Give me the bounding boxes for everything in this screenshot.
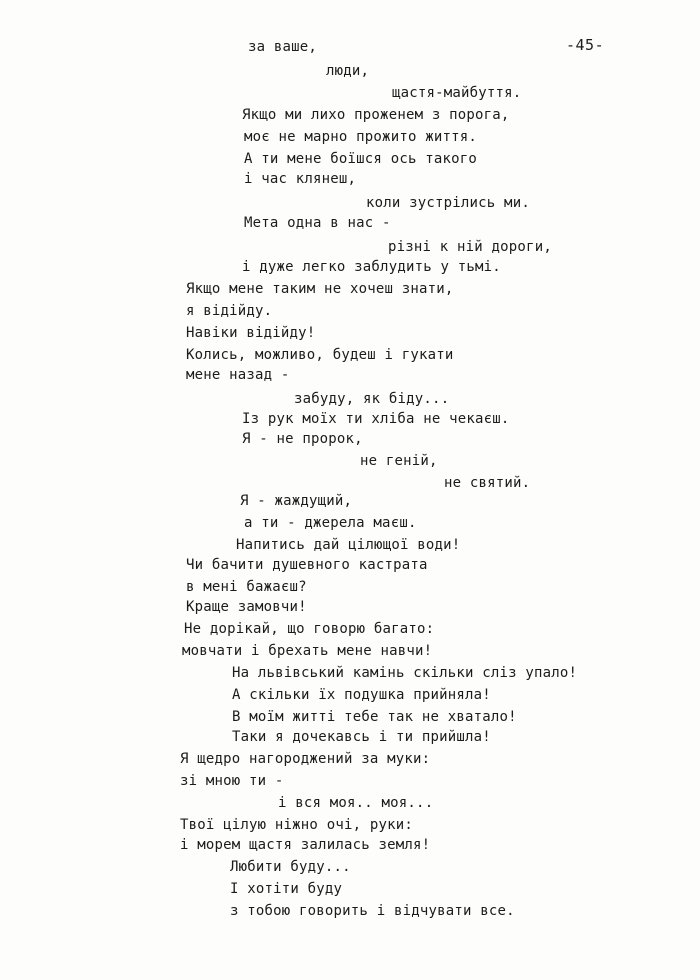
- poem-line-9: Мета одна в нас -: [244, 215, 391, 231]
- poem-line-24: Напитись дай цілющої води!: [236, 537, 461, 553]
- poem-line-19: Я - не пророк,: [242, 431, 363, 447]
- poem-line-32: В моїм житті тебе так не хватало!: [232, 709, 517, 725]
- poem-line-35: зі мною ти -: [180, 773, 284, 789]
- poem-line-8: коли зустрілись ми.: [366, 195, 530, 211]
- poem-line-27: Краще замовчи!: [186, 599, 307, 615]
- poem-line-37: Твої цілую ніжно очі, руки:: [180, 817, 413, 833]
- poem-line-39: Любити буду...: [230, 859, 351, 875]
- poem-line-40: І хотіти буду: [230, 881, 343, 897]
- page-number: -45-: [566, 36, 605, 54]
- poem-line-33: Таки я дочекавсь і ти прийшла!: [232, 729, 491, 745]
- poem-line-18: Із рук моїх ти хліба не чекаєш.: [242, 411, 510, 427]
- poem-line-4: Якщо ми лихо проженем з порога,: [242, 107, 510, 123]
- poem-line-38: і морем щастя залилась земля!: [180, 837, 431, 853]
- poem-line-28: Не дорікай, що говорю багато:: [184, 621, 435, 637]
- poem-line-16: мене назад -: [186, 367, 290, 383]
- poem-line-11: і дуже легко заблудить у тьмі.: [242, 259, 501, 275]
- poem-line-22: Я - жаждущий,: [240, 493, 353, 509]
- poem-line-17: забуду, як біду...: [294, 391, 450, 407]
- poem-line-34: Я щедро нагороджений за муки:: [180, 751, 431, 767]
- poem-line-5: моє не марно прожито життя.: [244, 129, 477, 145]
- poem-line-36: і вся моя.. моя...: [278, 795, 434, 811]
- poem-line-14: Навіки відійду!: [186, 325, 316, 341]
- poem-line-41: з тобою говорить і відчувати все.: [230, 903, 515, 919]
- poem-line-31: А скільки їх подушка прийняла!: [232, 687, 491, 703]
- poem-line-30: На львівський камінь скільки сліз упало!: [232, 665, 578, 681]
- poem-line-25: Чи бачити душевного кастрата: [186, 557, 428, 573]
- poem-line-6: А ти мене боїшся ось такого: [244, 151, 477, 167]
- poem-line-12: Якщо мене таким не хочеш знати,: [186, 281, 454, 297]
- poem-line-2: люди,: [326, 63, 370, 79]
- poem-line-3: щастя-майбуття.: [392, 85, 522, 101]
- poem-line-7: і час клянеш,: [244, 171, 357, 187]
- poem-line-13: я відійду.: [186, 303, 273, 319]
- poem-line-29: мовчати і брехать мене навчи!: [182, 643, 433, 659]
- poem-line-21: не святий.: [444, 475, 531, 491]
- poem-line-20: не геній,: [360, 453, 438, 469]
- poem-line-10: різні к ній дороги,: [388, 239, 552, 255]
- poem-line-26: в мені бажаєш?: [186, 579, 307, 595]
- poem-line-23: а ти - джерела маєш.: [244, 515, 417, 531]
- poem-line-15: Колись, можливо, будеш і гукати: [186, 347, 454, 363]
- poem-line-1: за ваше,: [248, 39, 318, 55]
